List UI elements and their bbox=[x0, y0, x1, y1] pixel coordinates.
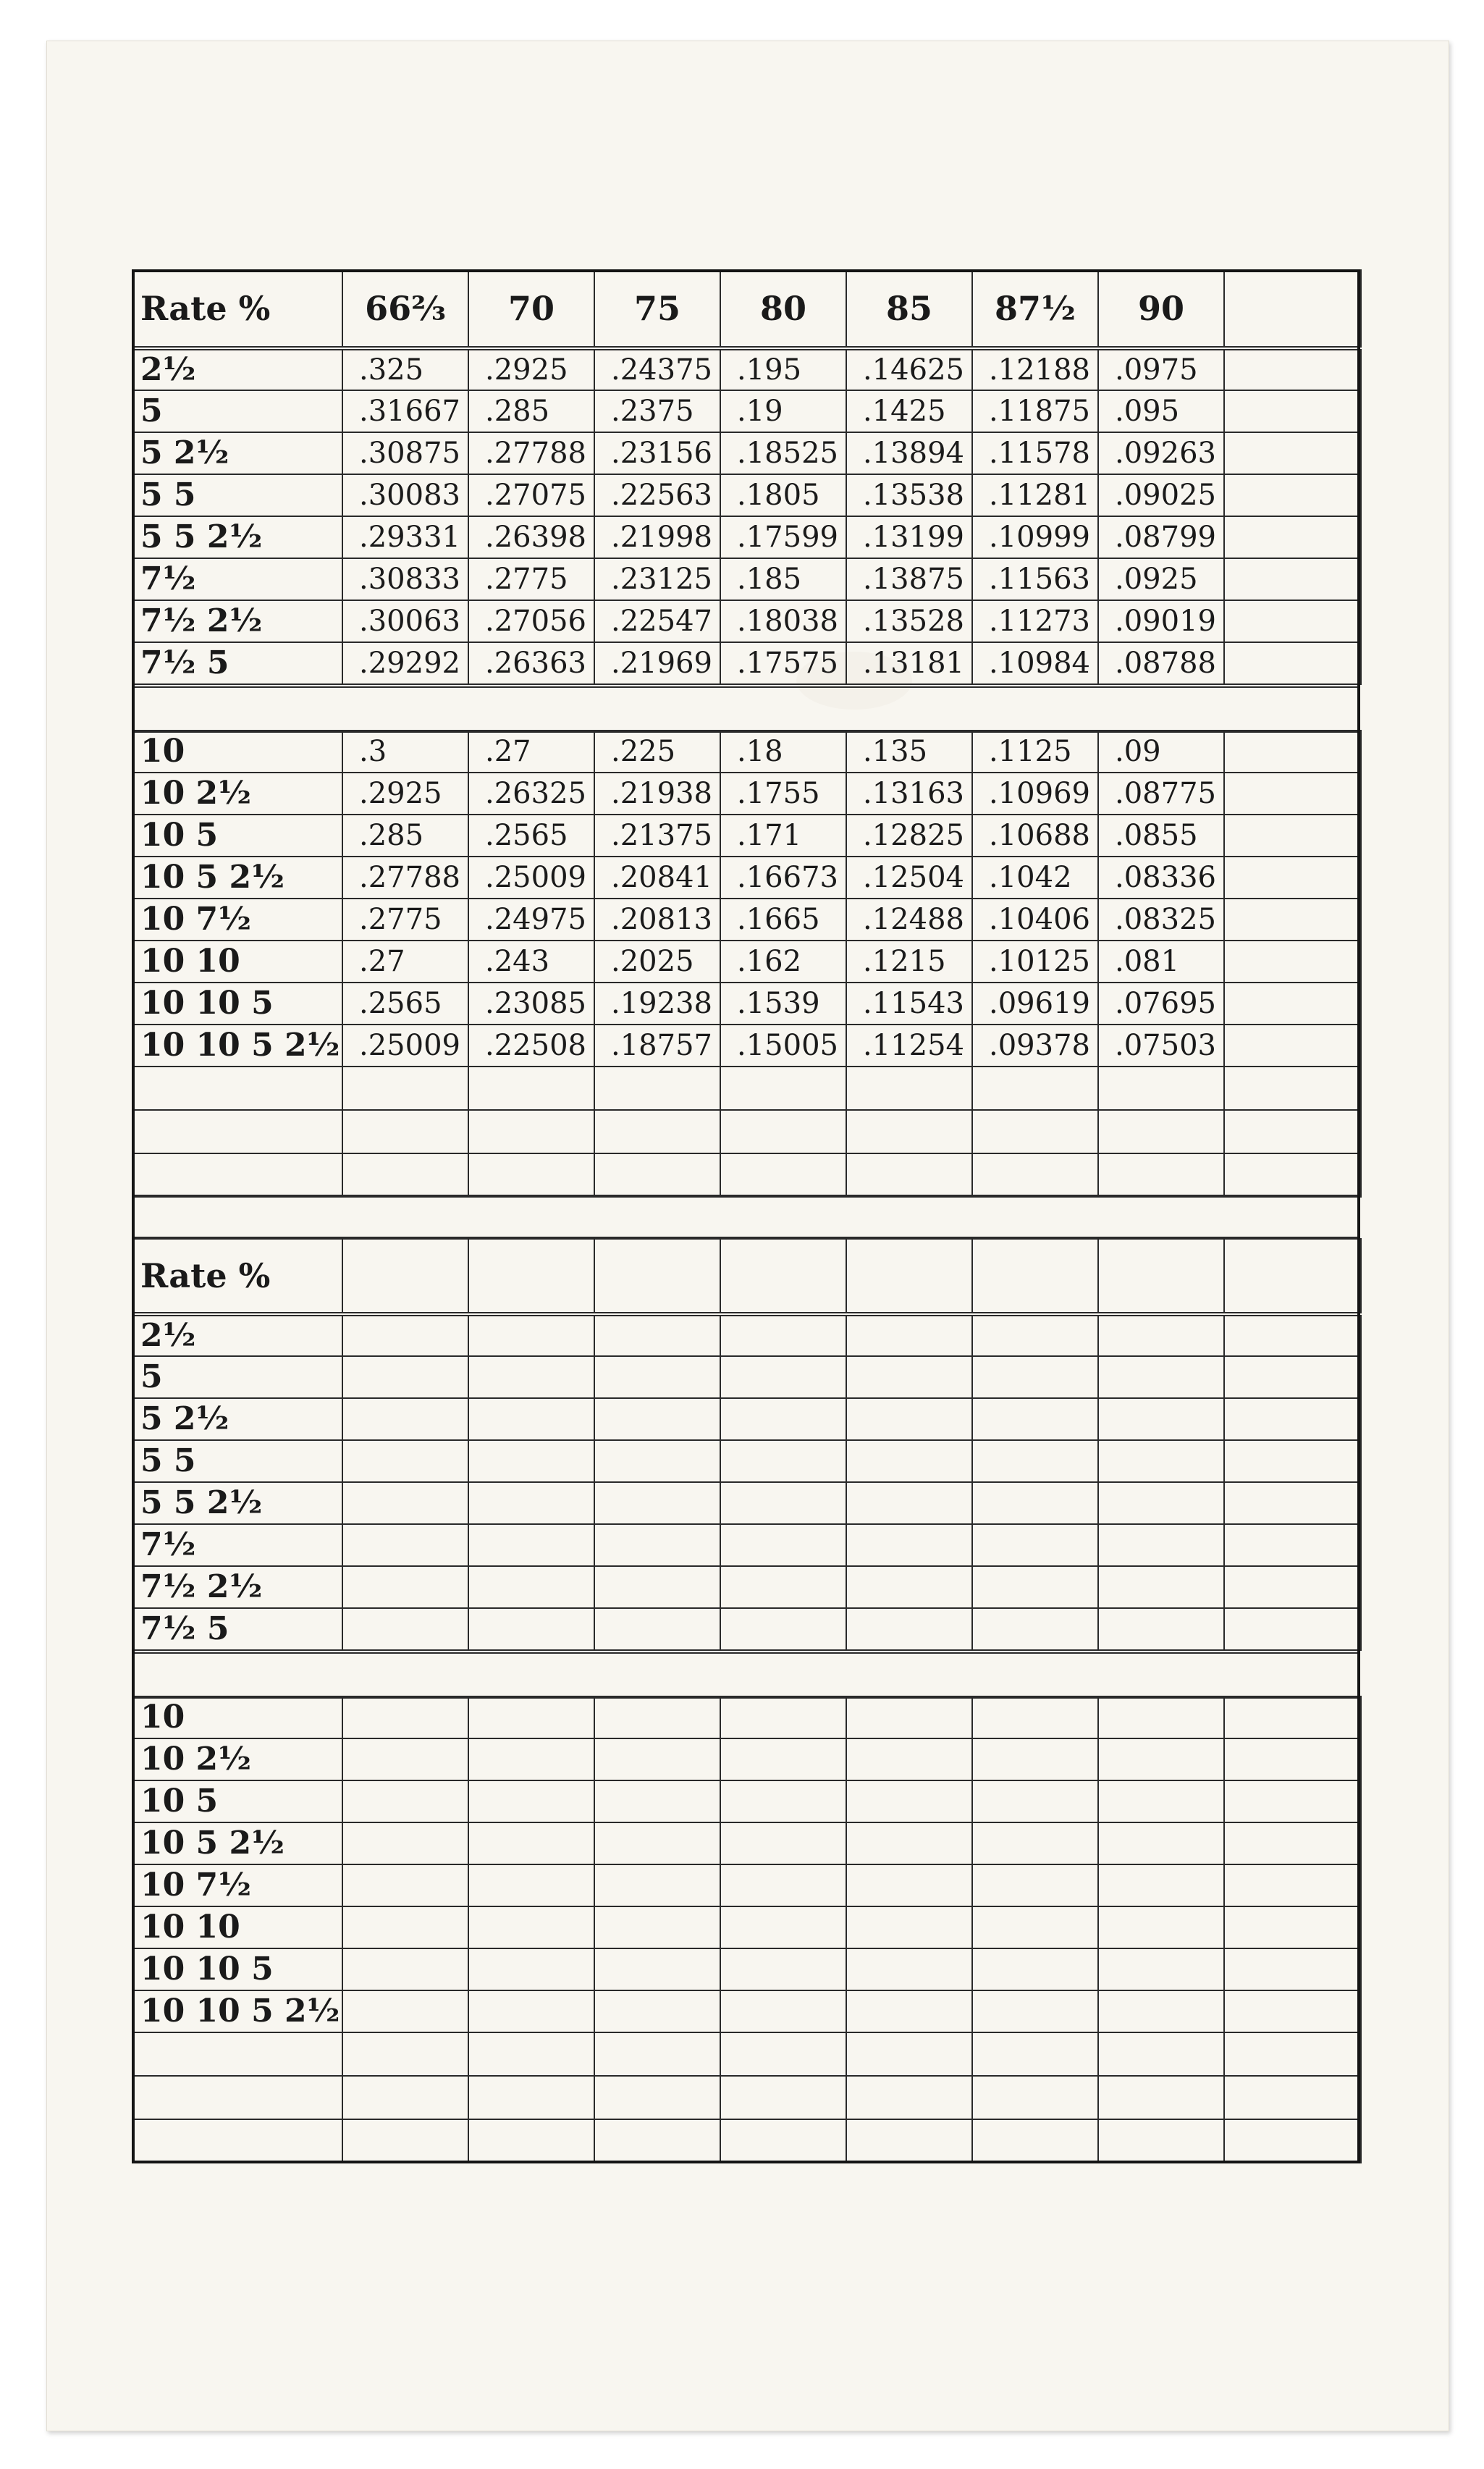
value-cell: .1125 bbox=[972, 731, 1098, 773]
column-header: 85 bbox=[846, 270, 972, 348]
value-cell: .285 bbox=[342, 815, 468, 857]
rate-cell: 10 10 bbox=[132, 1906, 342, 1948]
value-cell: .09 bbox=[1098, 731, 1224, 773]
value-cell: .27788 bbox=[342, 857, 468, 899]
value-cell: .08788 bbox=[1098, 642, 1224, 684]
value-cell: .08325 bbox=[1098, 899, 1224, 941]
value-cell: .19238 bbox=[594, 983, 720, 1025]
column-header: 66⅔ bbox=[342, 270, 468, 348]
value-cell: .14625 bbox=[846, 348, 972, 390]
value-cell: .26363 bbox=[468, 642, 594, 684]
rate-cell: 10 5 bbox=[132, 1780, 342, 1822]
value-cell: .18525 bbox=[720, 432, 846, 474]
value-cell: .07695 bbox=[1098, 983, 1224, 1025]
value-cell: .12825 bbox=[846, 815, 972, 857]
value-cell: .29331 bbox=[342, 516, 468, 558]
value-cell: .21998 bbox=[594, 516, 720, 558]
value-cell: .13528 bbox=[846, 600, 972, 642]
value-cell: .325 bbox=[342, 348, 468, 390]
column-header: 80 bbox=[720, 270, 846, 348]
value-cell: .30833 bbox=[342, 558, 468, 600]
value-cell: .16673 bbox=[720, 857, 846, 899]
value-cell: .29292 bbox=[342, 642, 468, 684]
value-cell: .27 bbox=[342, 941, 468, 983]
value-cell: .21375 bbox=[594, 815, 720, 857]
value-cell: .1539 bbox=[720, 983, 846, 1025]
value-cell: .171 bbox=[720, 815, 846, 857]
value-cell: .11875 bbox=[972, 390, 1098, 432]
value-cell: .22563 bbox=[594, 474, 720, 516]
value-cell: .225 bbox=[594, 731, 720, 773]
value-cell: .15005 bbox=[720, 1025, 846, 1067]
value-cell: .11281 bbox=[972, 474, 1098, 516]
value-cell: .2025 bbox=[594, 941, 720, 983]
value-cell: .27056 bbox=[468, 600, 594, 642]
value-cell: .12188 bbox=[972, 348, 1098, 390]
column-header: 90 bbox=[1098, 270, 1224, 348]
value-cell: .08775 bbox=[1098, 773, 1224, 815]
value-cell: .10688 bbox=[972, 815, 1098, 857]
value-cell: .09619 bbox=[972, 983, 1098, 1025]
value-cell: .20813 bbox=[594, 899, 720, 941]
value-cell: .095 bbox=[1098, 390, 1224, 432]
value-cell: .09263 bbox=[1098, 432, 1224, 474]
value-cell: .10999 bbox=[972, 516, 1098, 558]
value-cell: .1805 bbox=[720, 474, 846, 516]
value-cell: .22547 bbox=[594, 600, 720, 642]
value-cell: .17599 bbox=[720, 516, 846, 558]
value-cell: .24375 bbox=[594, 348, 720, 390]
value-cell: .11543 bbox=[846, 983, 972, 1025]
column-header: 75 bbox=[594, 270, 720, 348]
rate-cell: 10 bbox=[132, 1696, 342, 1738]
rate-cell: 7½ 5 bbox=[132, 1608, 342, 1650]
value-cell: .2565 bbox=[342, 983, 468, 1025]
rate-cell: 5 5 bbox=[132, 474, 342, 516]
rate-cell: 5 2½ bbox=[132, 1398, 342, 1440]
value-cell: .07503 bbox=[1098, 1025, 1224, 1067]
rate-cell: 10 7½ bbox=[132, 899, 342, 941]
value-cell: .1042 bbox=[972, 857, 1098, 899]
value-cell: .09019 bbox=[1098, 600, 1224, 642]
value-cell: .13894 bbox=[846, 432, 972, 474]
rate-cell: 2½ bbox=[132, 1314, 342, 1356]
value-cell: .27788 bbox=[468, 432, 594, 474]
value-cell: .22508 bbox=[468, 1025, 594, 1067]
value-cell: .10125 bbox=[972, 941, 1098, 983]
value-cell: .2775 bbox=[342, 899, 468, 941]
value-cell: .08799 bbox=[1098, 516, 1224, 558]
value-cell: .18757 bbox=[594, 1025, 720, 1067]
value-cell: .2925 bbox=[468, 348, 594, 390]
value-cell: .12488 bbox=[846, 899, 972, 941]
value-cell: .30083 bbox=[342, 474, 468, 516]
value-cell: .25009 bbox=[342, 1025, 468, 1067]
rate-cell: 7½ 5 bbox=[132, 642, 342, 684]
value-cell: .21938 bbox=[594, 773, 720, 815]
value-cell: .23085 bbox=[468, 983, 594, 1025]
value-cell: .18 bbox=[720, 731, 846, 773]
rate-cell: 10 2½ bbox=[132, 773, 342, 815]
rate-cell: 5 5 2½ bbox=[132, 1482, 342, 1524]
value-cell: .26325 bbox=[468, 773, 594, 815]
value-cell: .09378 bbox=[972, 1025, 1098, 1067]
value-cell: .3 bbox=[342, 731, 468, 773]
value-cell: .1215 bbox=[846, 941, 972, 983]
value-cell: .11563 bbox=[972, 558, 1098, 600]
value-cell: .2375 bbox=[594, 390, 720, 432]
value-cell: .17575 bbox=[720, 642, 846, 684]
value-cell: .11273 bbox=[972, 600, 1098, 642]
value-cell: .23125 bbox=[594, 558, 720, 600]
rate-cell: 10 5 2½ bbox=[132, 857, 342, 899]
rate-cell: 10 10 5 2½ bbox=[132, 1990, 342, 2032]
value-cell: .26398 bbox=[468, 516, 594, 558]
value-cell: .13181 bbox=[846, 642, 972, 684]
value-cell: .12504 bbox=[846, 857, 972, 899]
rate-cell: 7½ bbox=[132, 1524, 342, 1566]
value-cell: .13199 bbox=[846, 516, 972, 558]
rate-cell: 5 bbox=[132, 390, 342, 432]
value-cell: .1425 bbox=[846, 390, 972, 432]
value-cell: .20841 bbox=[594, 857, 720, 899]
value-cell: .081 bbox=[1098, 941, 1224, 983]
value-cell: .23156 bbox=[594, 432, 720, 474]
value-cell: .30875 bbox=[342, 432, 468, 474]
value-cell: .0975 bbox=[1098, 348, 1224, 390]
rate-cell: 7½ 2½ bbox=[132, 600, 342, 642]
value-cell: .10984 bbox=[972, 642, 1098, 684]
value-cell: .185 bbox=[720, 558, 846, 600]
value-cell: .24975 bbox=[468, 899, 594, 941]
rate-header: Rate % bbox=[132, 270, 342, 348]
rate-cell: 10 5 2½ bbox=[132, 1822, 342, 1864]
rate-cell: 2½ bbox=[132, 348, 342, 390]
value-cell: .243 bbox=[468, 941, 594, 983]
value-cell: .10406 bbox=[972, 899, 1098, 941]
rate-cell: 10 10 5 bbox=[132, 983, 342, 1025]
value-cell: .135 bbox=[846, 731, 972, 773]
value-cell: .13538 bbox=[846, 474, 972, 516]
rate-cell: 5 bbox=[132, 1356, 342, 1398]
rate-header: Rate % bbox=[132, 1239, 342, 1314]
column-header: 87½ bbox=[972, 270, 1098, 348]
value-cell: .2775 bbox=[468, 558, 594, 600]
value-cell: .1755 bbox=[720, 773, 846, 815]
value-cell: .19 bbox=[720, 390, 846, 432]
rate-cell: 10 2½ bbox=[132, 1738, 342, 1780]
rate-cell: 5 5 bbox=[132, 1440, 342, 1482]
rate-cell: 10 5 bbox=[132, 815, 342, 857]
value-cell: .10969 bbox=[972, 773, 1098, 815]
rate-cell: 5 2½ bbox=[132, 432, 342, 474]
value-cell: .0855 bbox=[1098, 815, 1224, 857]
rate-cell: 10 10 5 bbox=[132, 1948, 342, 1990]
value-cell: .2925 bbox=[342, 773, 468, 815]
value-cell: .27 bbox=[468, 731, 594, 773]
value-cell: .21969 bbox=[594, 642, 720, 684]
rate-cell: 5 5 2½ bbox=[132, 516, 342, 558]
value-cell: .11254 bbox=[846, 1025, 972, 1067]
value-cell: .08336 bbox=[1098, 857, 1224, 899]
value-cell: .195 bbox=[720, 348, 846, 390]
value-cell: .1665 bbox=[720, 899, 846, 941]
rate-cell: 10 10 bbox=[132, 941, 342, 983]
value-cell: .09025 bbox=[1098, 474, 1224, 516]
value-cell: .2565 bbox=[468, 815, 594, 857]
value-cell: .13163 bbox=[846, 773, 972, 815]
value-cell: .0925 bbox=[1098, 558, 1224, 600]
value-cell: .27075 bbox=[468, 474, 594, 516]
rate-cell: 10 10 5 2½ bbox=[132, 1025, 342, 1067]
value-cell: .13875 bbox=[846, 558, 972, 600]
value-cell: .25009 bbox=[468, 857, 594, 899]
rate-cell: 10 bbox=[132, 731, 342, 773]
value-cell: .285 bbox=[468, 390, 594, 432]
rate-cell: 7½ bbox=[132, 558, 342, 600]
value-cell: .30063 bbox=[342, 600, 468, 642]
value-cell: .11578 bbox=[972, 432, 1098, 474]
value-cell: .162 bbox=[720, 941, 846, 983]
rate-cell: 7½ 2½ bbox=[132, 1566, 342, 1608]
rate-cell: 10 7½ bbox=[132, 1864, 342, 1906]
table-outer-frame bbox=[132, 269, 1360, 2163]
value-cell: .31667 bbox=[342, 390, 468, 432]
column-header: 70 bbox=[468, 270, 594, 348]
value-cell: .18038 bbox=[720, 600, 846, 642]
